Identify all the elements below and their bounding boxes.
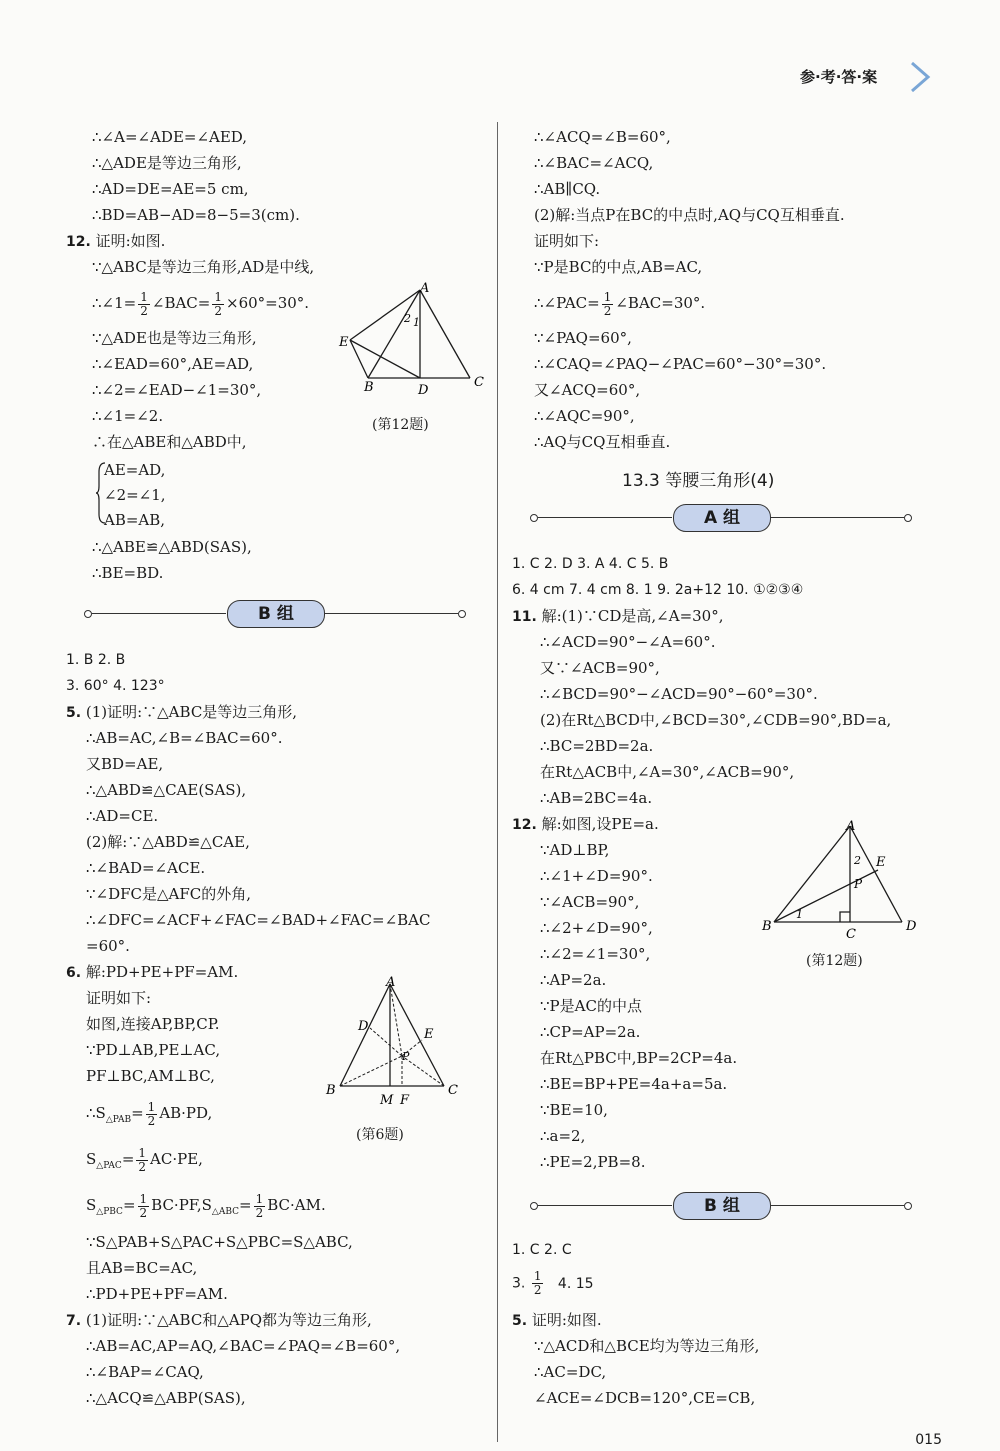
label-C: C <box>846 927 856 942</box>
column-divider <box>497 122 498 1442</box>
text-line: (1)证明:∵△ABC是等边三角形, <box>85 703 298 721</box>
text-line: ∵PD⊥AB,PE⊥AC, <box>86 1041 221 1059</box>
text-line: ∴△ADE是等边三角形, <box>92 154 242 172</box>
rule <box>771 1205 904 1206</box>
rule <box>771 517 904 518</box>
fraction-numerator: 1 <box>147 1099 156 1114</box>
text-line: 又∵∠ACB=90°, <box>540 659 660 677</box>
text-line: ∴∠BAP=∠CAQ, <box>86 1363 204 1381</box>
text-fragment: ∴∠1= <box>92 294 137 312</box>
text-line: 又∠ACQ=60°, <box>534 381 641 399</box>
dot <box>530 514 538 522</box>
text-line: ∴AB=AC,∠B=∠BAC=60°. <box>86 729 283 747</box>
text-fragment: = <box>131 1104 144 1122</box>
text-line: ∴BD=AB−AD=8−5=3(cm). <box>92 206 300 224</box>
chevron-right-icon <box>906 60 934 94</box>
text-line: =60°. <box>86 937 130 955</box>
label-B: B <box>762 919 772 934</box>
fraction <box>138 291 150 318</box>
text-line: ∴AD=DE=AE=5 cm, <box>92 180 249 198</box>
fraction-numerator: 1 <box>603 289 612 304</box>
label-2: 2 <box>854 854 861 867</box>
fraction-denominator: 2 <box>255 1205 264 1220</box>
text-fragment: ×60°=30°. <box>226 294 310 312</box>
figure-q12-right <box>758 818 924 942</box>
subscript: △PBC <box>96 1207 123 1217</box>
subscript: △PAB <box>105 1115 132 1125</box>
text-line: ∴∠BAC=∠ACQ, <box>534 154 654 172</box>
figure-caption: (第12题) <box>806 953 863 969</box>
text-line: ∵P是BC的中点,AB=AC, <box>534 258 703 276</box>
text-line: ∵S△PAB+S△PAC+S△PBC=S△ABC, <box>86 1233 353 1251</box>
group-b-pill: B 组 <box>227 600 325 628</box>
rule <box>92 613 226 614</box>
text-line: (2)在Rt△BCD中,∠BCD=30°,∠CDB=90°,BD=a, <box>540 711 892 729</box>
fraction <box>136 1147 148 1174</box>
question-7 <box>66 1310 372 1331</box>
fraction-denominator: 2 <box>214 303 222 318</box>
text-line: ∵△ABC是等边三角形,AD是中线, <box>92 258 315 276</box>
label-A: A <box>846 819 856 834</box>
text-line: ∴AB=2BC=4a. <box>540 789 653 807</box>
text-fragment: BC·PF,S <box>151 1196 212 1214</box>
text-line <box>534 290 705 318</box>
text-line: ∴∠1+∠D=90°. <box>540 867 653 885</box>
label-B: B <box>326 1083 336 1098</box>
text-fragment: = <box>122 1196 136 1214</box>
fraction-numerator: 1 <box>140 289 148 304</box>
text-fragment: BC·AM. <box>267 1196 326 1214</box>
text-line: ∴AP=2a. <box>540 971 607 989</box>
text-line: 解:如图,设PE=a. <box>541 815 659 833</box>
text-line: 在Rt△PBC中,BP=2CP=4a. <box>540 1049 738 1067</box>
text-line: (1)证明:∵△ABC和△APQ都为等边三角形, <box>85 1311 372 1329</box>
text-line: ∴BE=BD. <box>92 564 164 582</box>
label-E: E <box>876 855 886 870</box>
question-number: 7. <box>66 1313 82 1329</box>
header-label: 参·考·答·案 <box>800 68 878 86</box>
text-line: ∵∠DFC是△AFC的外角, <box>86 885 252 903</box>
fraction-denominator: 2 <box>533 1283 542 1297</box>
dot <box>458 610 466 618</box>
text-line: ∵BE=10, <box>540 1101 608 1119</box>
label-1: 1 <box>796 908 803 921</box>
answer-line <box>512 1270 594 1297</box>
text-line: 解:PD+PE+PF=AM. <box>85 963 239 981</box>
label-A: A <box>386 976 396 990</box>
label-E: E <box>339 335 349 350</box>
text-line: ∴∠DFC=∠ACF+∠FAC=∠BAD+∠FAC=∠BAC <box>86 911 431 929</box>
label-A: A <box>420 282 430 296</box>
text-line: ∴∠1=∠2. <box>92 407 164 425</box>
fraction <box>602 291 614 318</box>
text-line: 证明:如图. <box>95 232 166 250</box>
text-line: ∴∠ACD=90°−∠A=60°. <box>540 633 716 651</box>
text-line: ∴∠2=∠EAD−∠1=30°, <box>92 381 262 399</box>
subscript: △ABC <box>211 1207 240 1217</box>
label-B: B <box>364 380 374 395</box>
fraction-denominator: 2 <box>603 303 612 318</box>
text-line: ∴PE=2,PB=8. <box>540 1153 646 1171</box>
fraction-numerator: 1 <box>139 1191 148 1206</box>
fraction-numerator: 1 <box>138 1145 147 1160</box>
text-line: ∠ACE=∠DCB=120°,CE=CB, <box>534 1389 756 1407</box>
text-line <box>86 1146 203 1179</box>
text-line: ∴BE=BP+PE=4a+a=5a. <box>540 1075 728 1093</box>
page-number: 015 <box>915 1432 942 1448</box>
text-line: (2)解:当点P在BC的中点时,AQ与CQ互相垂直. <box>534 206 845 224</box>
label-C: C <box>474 375 484 390</box>
text-line: ∵AD⊥BP, <box>540 841 610 859</box>
text-line: 又BD=AE, <box>86 755 164 773</box>
dot <box>530 1202 538 1210</box>
question-number: 5. <box>512 1313 528 1329</box>
label-D: D <box>906 919 917 934</box>
fraction-denominator: 2 <box>139 1205 148 1220</box>
text-line: ∵∠ACB=90°, <box>540 893 640 911</box>
fraction <box>254 1193 266 1220</box>
text-fragment: S <box>86 1196 97 1214</box>
question-11 <box>512 606 724 627</box>
text-line: ∵△ACD和△BCE均为等边三角形, <box>534 1337 760 1355</box>
label-2: 2 <box>404 312 411 325</box>
text-line: ∴∠BCD=90°−∠ACD=90°−60°=30°. <box>540 685 818 703</box>
text-line: AE=AD, <box>104 461 166 479</box>
text-line: ∴PD+PE+PF=AM. <box>86 1285 228 1303</box>
text-line: ∴∠CAQ=∠PAQ−∠PAC=60°−30°=30°. <box>534 355 827 373</box>
text-line: 证明:如图. <box>531 1311 602 1329</box>
label-M: M <box>380 1093 394 1108</box>
dot <box>84 610 92 618</box>
answer-line: 1. B 2. B <box>66 652 126 668</box>
question-number: 6. <box>66 965 82 981</box>
fraction-numerator: 1 <box>214 289 222 304</box>
group-a-pill: A 组 <box>673 504 771 532</box>
fraction-denominator: 2 <box>140 303 148 318</box>
text-fragment: S <box>86 1150 97 1168</box>
label-P: P <box>402 1050 410 1063</box>
text-line: ∴AB=AC,AP=AQ,∠BAC=∠PAQ=∠B=60°, <box>86 1337 401 1355</box>
text-line: ∴∠A=∠ADE=∠AED, <box>92 128 248 146</box>
text-line: PF⊥BC,AM⊥BC, <box>86 1067 215 1085</box>
label-F: F <box>400 1093 410 1108</box>
fraction <box>212 291 224 318</box>
text-fragment: = <box>239 1196 252 1214</box>
text-line <box>86 1100 212 1133</box>
figure-q12-left <box>336 282 496 400</box>
text-line: ∵△ADE也是等边三角形, <box>92 329 257 347</box>
text-fragment: ∴∠PAC= <box>534 294 600 312</box>
group-a-header <box>530 504 912 532</box>
label-C: C <box>448 1083 458 1098</box>
text-line: ∴△ABE≌△ABD(SAS), <box>92 538 252 556</box>
text-line: ∴a=2, <box>540 1127 586 1145</box>
dot <box>904 1202 912 1210</box>
text-line: ∵∠PAQ=60°, <box>534 329 632 347</box>
text-line: ∴CP=AP=2a. <box>540 1023 641 1041</box>
label-E: E <box>424 1027 434 1042</box>
subscript: △PAC <box>96 1161 122 1171</box>
label-D: D <box>418 383 429 398</box>
text-line: ∴∠2+∠D=90°, <box>540 919 653 937</box>
text-line: 解:(1)∵CD是高,∠A=30°, <box>541 607 724 625</box>
text-line: ∴BC=2BD=2a. <box>540 737 654 755</box>
answer-line: 6. 4 cm 7. 4 cm 8. 1 9. 2a+12 10. ①②③④ <box>512 582 804 598</box>
text-fragment: ∠BAC=30°. <box>615 294 706 312</box>
text-line: ∠2=∠1, <box>104 486 166 504</box>
text-fragment: 3. <box>512 1275 526 1292</box>
text-line: ∴AD=CE. <box>86 807 159 825</box>
fraction-numerator: 1 <box>533 1269 542 1283</box>
figure-caption: (第6题) <box>356 1127 404 1143</box>
text-line: ∴∠2=∠1=30°, <box>540 945 651 963</box>
text-line: 如图,连接AP,BP,CP. <box>86 1015 220 1033</box>
text-line: ∴∠ACQ=∠B=60°, <box>534 128 671 146</box>
text-line: AB=AB, <box>104 511 166 529</box>
fraction <box>146 1101 158 1128</box>
text-line <box>86 1192 326 1225</box>
label-1: 1 <box>413 316 420 329</box>
fraction-numerator: 1 <box>255 1191 264 1206</box>
fraction <box>532 1270 544 1297</box>
rule <box>538 517 672 518</box>
group-b-header <box>84 600 466 628</box>
question-5-right <box>512 1310 602 1331</box>
question-12-right <box>512 814 659 835</box>
text-line <box>92 290 309 318</box>
text-fragment: ∴S <box>86 1104 106 1122</box>
question-number: 12. <box>66 234 91 250</box>
text-fragment: ∠BAC= <box>151 294 211 312</box>
answer-line: 3. 60° 4. 123° <box>66 678 165 694</box>
answer-line: 1. C 2. C <box>512 1242 572 1258</box>
fraction-denominator: 2 <box>138 1159 147 1174</box>
question-number: 11. <box>512 609 537 625</box>
text-line: ∴△ABD≌△CAE(SAS), <box>86 781 247 799</box>
text-fragment: AC·PE, <box>150 1150 203 1168</box>
text-fragment: 4. 15 <box>557 1275 594 1292</box>
text-line: 且AB=BC=AC, <box>86 1259 198 1277</box>
dot <box>904 514 912 522</box>
fraction-denominator: 2 <box>147 1113 156 1128</box>
text-line: ∴∠AQC=90°, <box>534 407 635 425</box>
text-line: ∴AQ与CQ互相垂直. <box>534 433 671 451</box>
group-b-header-right <box>530 1192 912 1220</box>
text-fragment: AB·PD, <box>159 1104 213 1122</box>
text-line: ∴∠BAD=∠ACE. <box>86 859 206 877</box>
fraction <box>138 1193 150 1220</box>
text-line: ∵P是AC的中点 <box>540 997 642 1015</box>
label-D: D <box>358 1019 369 1034</box>
text-line: 证明如下: <box>534 232 600 250</box>
question-12 <box>66 231 165 252</box>
text-fragment: = <box>121 1150 135 1168</box>
text-line: 证明如下: <box>86 989 152 1007</box>
rule <box>325 613 458 614</box>
question-6 <box>66 962 238 983</box>
question-5 <box>66 702 297 723</box>
text-line: ∴AC=DC, <box>534 1363 607 1381</box>
figure-q6 <box>318 976 468 1108</box>
group-b-pill: B 组 <box>673 1192 771 1220</box>
text-line: ∴AB∥CQ. <box>534 180 601 198</box>
text-line: ∴在△ABE和△ABD中, <box>92 433 247 451</box>
rule <box>538 1205 672 1206</box>
label-P: P <box>854 877 863 891</box>
answer-line: 1. C 2. D 3. A 4. C 5. B <box>512 556 669 572</box>
section-title: 13.3 等腰三角形(4) <box>622 471 775 491</box>
text-line: ∴△ACQ≌△ABP(SAS), <box>86 1389 246 1407</box>
question-number: 5. <box>66 705 82 721</box>
text-line: ∴∠EAD=60°,AE=AD, <box>92 355 254 373</box>
text-line: (2)解:∵△ABD≌△CAE, <box>86 833 250 851</box>
text-line: 在Rt△ACB中,∠A=30°,∠ACB=90°, <box>540 763 795 781</box>
question-number: 12. <box>512 817 537 833</box>
figure-caption: (第12题) <box>372 417 429 433</box>
